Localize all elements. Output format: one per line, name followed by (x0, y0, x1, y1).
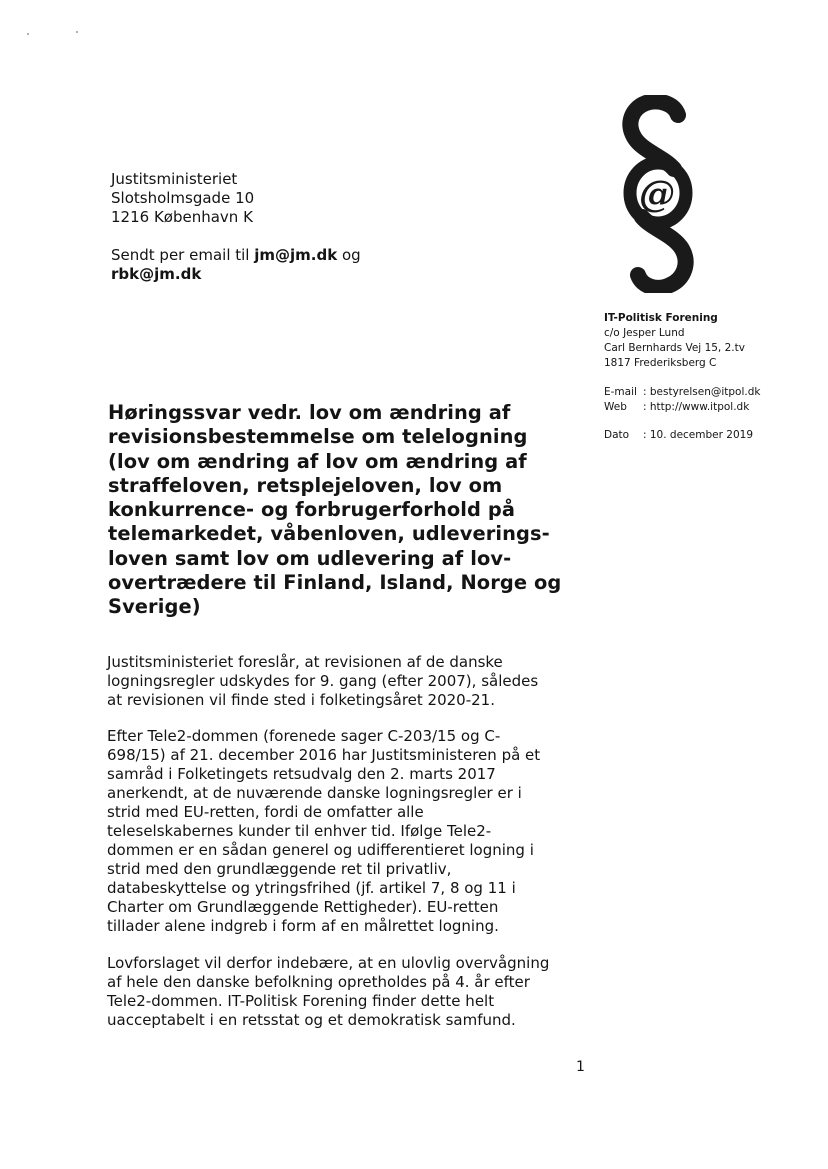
document-title (108, 401, 588, 620)
scan-speck (76, 31, 78, 33)
recipient-line: 1216 København K (111, 208, 253, 226)
title-line: straffeloven, retsplejeloven, lov om (108, 473, 503, 497)
title-line: Høringssvar vedr. lov om ændring af (108, 401, 511, 424)
organization-address-line: 1817 Frederiksberg C (604, 357, 717, 369)
paragraph-line: 698/15) af 21. december 2016 har Justitsministeren på et (107, 746, 541, 764)
recipient-line: Slotsholmsgade 10 (111, 189, 255, 207)
email-label: E-mail (604, 386, 637, 398)
title-line: konkurrence- og forbrugerforhold på (108, 498, 516, 522)
sent-prefix: Sendt per email til (111, 246, 255, 264)
paragraph-line: strid med den grundlæggende ret til privatliv, (107, 860, 452, 878)
title-line: (lov om ændring af lov om ændring af (108, 449, 527, 473)
paragraph-line: tillader alene indgreb i form af en målrettet logning. (107, 917, 499, 935)
organization-address-line: c/o Jesper Lund (604, 327, 685, 339)
email-link-rbk[interactable]: rbk@jm.dk (111, 265, 202, 283)
web-label: Web (604, 400, 627, 413)
paragraph-line: anerkendt, at de nuværende danske logningsregler er i (107, 784, 522, 802)
paragraph-line: Lovforslaget vil derfor indebære, at en ulovlig overvågning (107, 954, 550, 972)
organization-address-line: Carl Bernhards Vej 15, 2.tv (604, 342, 745, 354)
contact-web-row (604, 400, 760, 415)
web-value[interactable]: : http://www.itpol.dk (643, 400, 750, 413)
title-line: loven samt lov om udlevering af lov- (108, 546, 512, 570)
title-line: Sverige) (108, 595, 201, 619)
contact-block (604, 385, 760, 414)
scan-speck (27, 33, 29, 35)
date-label: Dato (604, 429, 630, 441)
email-value[interactable]: : bestyrelsen@itpol.dk (643, 386, 761, 398)
paragraph-line: strid med EU-retten, fordi de omfatter alle (107, 803, 424, 821)
email-link-jm[interactable]: jm@jm.dk (254, 246, 338, 264)
paragraph-at-logo (612, 95, 702, 293)
paragraph-line: logningsregler udskydes for 9. gang (efter 2007), således (107, 672, 539, 690)
paragraph-line: Charter om Grundlæggende Rettigheder). EU-retten (107, 898, 499, 916)
paragraph-line: samråd i Folketingets retsudvalg den 2. marts 2017 (107, 765, 496, 783)
paragraph-line: uacceptabelt i en retsstat og et demokratisk samfund. (107, 1011, 516, 1029)
page-number: 1 (576, 1059, 585, 1075)
organization-block (604, 311, 745, 371)
sent-by-email (111, 246, 411, 284)
organization-name: IT-Politisk Forening (604, 312, 718, 324)
paragraph-at-icon (612, 95, 702, 293)
date-row (604, 429, 753, 441)
contact-email-row (604, 385, 760, 400)
recipient-line: Justitsministeriet (111, 170, 238, 188)
paragraph-line: at revisionen vil finde sted i folketingsåret 2020-21. (107, 691, 495, 709)
paragraph-line: dommen er en sådan generel og udifferentieret logning i (107, 841, 534, 859)
paragraph-3 (107, 954, 587, 1030)
paragraph-line: Justitsministeriet foreslår, at revisionen af de danske (107, 653, 503, 671)
paragraph-line: Tele2-dommen. IT-Politisk Forening finder dette helt (107, 992, 495, 1010)
date-value: : 10. december 2019 (643, 429, 753, 441)
paragraph-line: af hele den danske befolkning opretholdes på 4. år efter (107, 973, 530, 991)
paragraph-line: teleselskabernes kunder til enhver tid. Ifølge Tele2- (107, 822, 492, 840)
sent-middle: og (337, 246, 361, 264)
svg-text:@: @ (639, 173, 675, 215)
title-line: telemarkedet, våbenloven, udleverings- (108, 522, 550, 546)
paragraph-line: databeskyttelse og ytringsfrihed (jf. artikel 7, 8 og 11 i (107, 879, 516, 897)
title-line: overtrædere til Finland, Island, Norge og (108, 571, 562, 595)
paragraph-2 (107, 727, 587, 936)
paragraph-1 (107, 653, 587, 710)
title-line: revisionsbestemmelse om telelogning (108, 425, 528, 449)
paragraph-line: Efter Tele2-dommen (forenede sager C-203/15 og C- (107, 727, 501, 745)
recipient-address (111, 170, 254, 227)
